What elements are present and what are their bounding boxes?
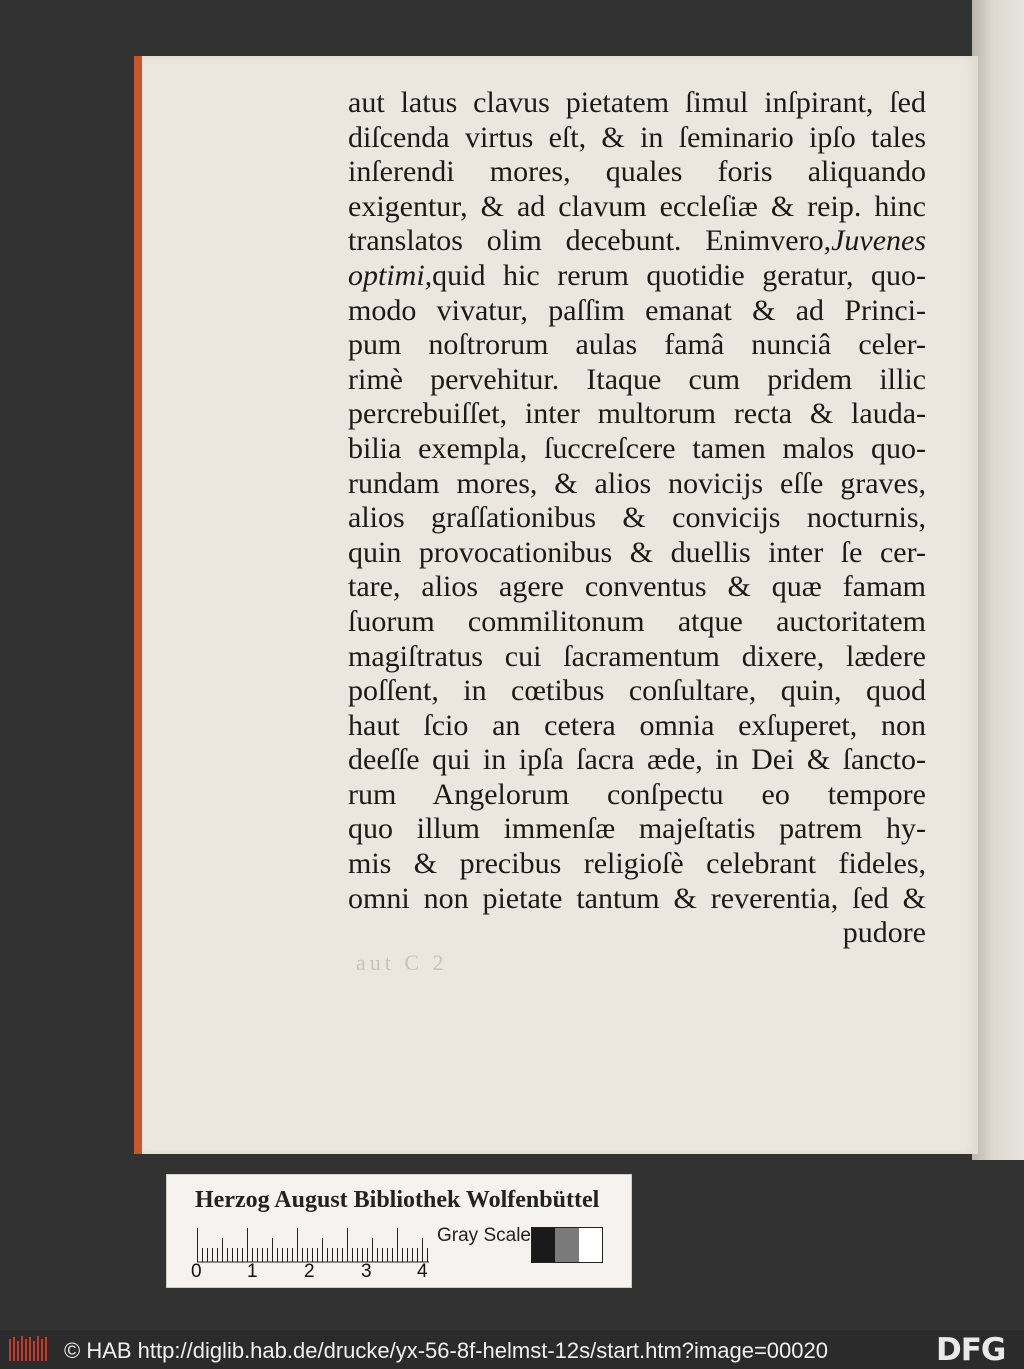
text-line-15: tare, alios agere conventus & quæ famam [348, 570, 926, 604]
offset-signature-mark: aut C 2 [356, 950, 448, 975]
ruler-number-1: 1 [247, 1261, 258, 1282]
text-line-5-italic: Juvenes [831, 224, 926, 258]
ruler-number-4: 4 [417, 1261, 428, 1282]
gray-scale-swatch [531, 1227, 603, 1263]
text-line-6 [348, 259, 926, 294]
text-line-5-roman: translatos olim decebunt. Enimvero, [348, 224, 832, 258]
catchword: pudore [842, 916, 926, 950]
text-line-8: pum noſtrorum aulas famâ nunciâ celer- [348, 328, 926, 362]
text-line-6-italic: optimi, [348, 258, 433, 292]
gray-swatch-mid [555, 1228, 578, 1262]
text-line-23: mis & precibus religioſè celebrant fideles, [348, 847, 926, 881]
text-line-7: modo vivatur, paſſim emanat & ad Princi- [348, 293, 926, 327]
gray-swatch-white [579, 1228, 602, 1262]
page-text-block [348, 86, 926, 951]
gray-scale-label: Gray Scale [437, 1225, 531, 1246]
text-line-9: rimè pervehitur. Itaque cum pridem illic [348, 362, 926, 396]
text-line-4: exigentur, & ad clavum eccleſiæ & reip. hinc [348, 189, 926, 223]
ruler-number-0: 0 [191, 1261, 202, 1282]
text-line-17: magiſtratus cui ſacramentum dixere, lædere [348, 639, 926, 673]
text-line-5 [348, 224, 926, 259]
ruler-number-2: 2 [304, 1261, 315, 1282]
text-line-1: aut latus clavus pietatem ſimul inſpirant, ſed [348, 86, 926, 119]
dfg-logo: DFG [936, 1332, 1006, 1368]
text-line-13: alios graſſationibus & convicijs nocturnis, [348, 501, 926, 535]
text-line-22: quo illum immenſæ majeſtatis patrem hy- [348, 812, 926, 846]
footer-bar [0, 1330, 1024, 1369]
text-line-16: ſuorum commilitonum atque auctoritatem [348, 604, 926, 638]
adjacent-page-edge [972, 0, 1024, 1160]
text-line-2: diſcenda virtus eſt, & in ſeminario ipſo tales [348, 120, 926, 154]
ruler-icon [197, 1227, 429, 1263]
text-line-24: omni non pietate tantum & reverentia, ſed & [348, 881, 926, 915]
ruler-numbers [191, 1261, 451, 1281]
hab-barcode-logo-icon [8, 1335, 52, 1363]
text-line-21: rum Angelorum conſpectu eo tempore [348, 777, 926, 811]
text-line-14: quin provocationibus & duellis inter ſe cer- [348, 535, 926, 569]
color-calibration-card [166, 1174, 632, 1288]
text-line-6-roman: quid hic rerum quotidie geratur, quo- [432, 258, 926, 292]
text-line-20: deeſſe qui in ipſa ſacra æde, in Dei & ſancto- [348, 743, 926, 777]
text-line-10: percrebuiſſet, inter multorum recta & lauda- [348, 397, 926, 431]
text-line-18: poſſent, in cœtibus conſultare, quin, quod [348, 674, 926, 708]
library-name: Herzog August Bibliothek Wolfenbüttel [195, 1187, 600, 1213]
source-url-text[interactable]: © HAB http://diglib.hab.de/drucke/yx-56-8f-helmst-12s/start.htm?image=00020 [64, 1338, 828, 1363]
text-line-11: bilia exempla, ſuccreſcere tamen malos quo- [348, 431, 926, 465]
ruler-number-3: 3 [361, 1261, 372, 1282]
text-line-3: inſerendi mores, quales foris aliquando [348, 155, 926, 189]
text-line-12: rundam mores, & alios novicijs eſſe graves, [348, 466, 926, 500]
text-line-19: haut ſcio an cetera omnia exſuperet, non [348, 708, 926, 742]
gray-swatch-dark [532, 1228, 555, 1262]
red-page-edge [134, 56, 142, 1154]
